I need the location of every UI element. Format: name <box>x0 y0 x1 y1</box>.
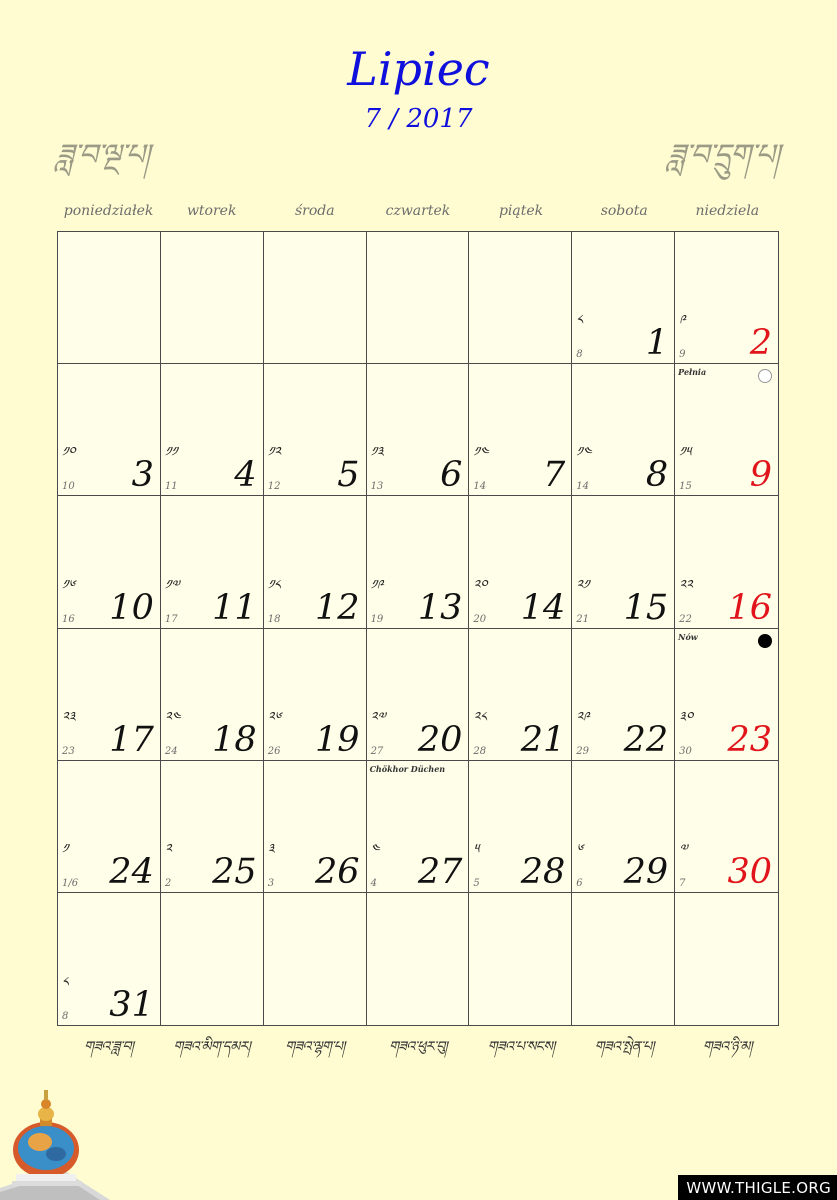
weekday-label: wtorek <box>186 203 237 219</box>
day-number: 23 <box>727 719 772 760</box>
day-number: 14 <box>520 587 566 628</box>
tibetan-day-number: ༡༦ <box>62 577 76 593</box>
tibetan-day-number: ༡༩ <box>370 577 384 593</box>
day-number: 16 <box>727 587 772 628</box>
tibetan-day-number: ༩ <box>679 313 686 329</box>
day-cell <box>264 364 367 496</box>
day-number: 11 <box>212 587 257 628</box>
day-number: 4 <box>234 455 257 496</box>
lunar-day-number: 15 <box>679 481 692 493</box>
lunar-day-number: 4 <box>370 877 377 889</box>
weekday-label: sobota <box>600 203 648 219</box>
tibetan-day-number: ༡༤ <box>576 445 592 461</box>
day-cell <box>469 364 572 496</box>
tibetan-day-number: ༢༠ <box>473 577 488 593</box>
event-label: Pełnia <box>678 367 707 378</box>
day-cell <box>161 761 264 893</box>
day-number: 3 <box>131 455 154 496</box>
tibetan-day-number: ༢༩ <box>576 709 590 725</box>
day-cell <box>58 364 161 496</box>
lunar-day-number: 8 <box>576 349 583 361</box>
weekday-label: czwartek <box>385 203 451 219</box>
tibetan-day-number: ༡༠ <box>62 445 76 461</box>
day-cell <box>675 761 778 893</box>
day-cell <box>264 232 367 364</box>
event-label: Nów <box>678 631 698 642</box>
day-cell <box>264 496 367 628</box>
day-number: 8 <box>645 455 669 496</box>
day-number: 19 <box>315 719 360 760</box>
day-number: 25 <box>212 851 257 892</box>
day-cell <box>58 232 161 364</box>
tibetan-day-number: ༡༢ <box>267 445 281 461</box>
day-number: 28 <box>520 851 566 892</box>
tibetan-day-number: ༡༣ <box>370 445 384 461</box>
tibetan-day-number: ༢༡ <box>576 577 590 593</box>
tibetan-day-number: ༡༤ <box>473 445 489 461</box>
day-number: 6 <box>440 455 463 496</box>
month-subtitle: 7 / 2017 <box>364 104 473 134</box>
tibetan-weekday-row <box>57 1030 779 1060</box>
website-watermark: WWW.THIGLE.ORG <box>678 1175 837 1200</box>
lunar-day-number: 14 <box>473 481 487 493</box>
lunar-day-number: 21 <box>576 613 590 625</box>
lunar-day-number: 29 <box>576 745 590 757</box>
day-number: 21 <box>520 719 566 760</box>
weekday-label: poniedziałek <box>63 203 154 219</box>
lunar-day-number: 27 <box>370 745 384 757</box>
lunar-day-number: 23 <box>62 745 75 757</box>
tibetan-day-number: ༢༨ <box>473 709 487 725</box>
weekday-header-row <box>57 203 779 223</box>
lunar-day-number: 24 <box>164 745 178 757</box>
day-cell <box>367 496 470 628</box>
day-cell <box>572 761 675 893</box>
tibetan-day-number: ༨ <box>576 313 583 329</box>
day-cell <box>367 761 470 893</box>
tibetan-day-number: ༢༣ <box>62 709 76 725</box>
day-number: 5 <box>337 455 360 496</box>
tibetan-day-number: ༧ <box>679 841 688 857</box>
tibetan-day-number: ༢༤ <box>164 709 181 725</box>
lunar-day-number: 26 <box>267 745 281 757</box>
day-number: 18 <box>212 719 257 760</box>
tibetan-day-number: ༡༥ <box>679 445 692 461</box>
day-number: 10 <box>109 587 154 628</box>
weekday-label: środa <box>295 203 335 219</box>
lunar-day-number: 12 <box>267 481 281 493</box>
tibetan-weekday-label: གཟའ་མིག་དམར། <box>173 1039 251 1055</box>
day-cell <box>58 893 161 1025</box>
day-cell <box>675 364 778 496</box>
day-cell <box>161 496 264 628</box>
lunar-day-number: 13 <box>370 481 384 493</box>
day-cell <box>572 629 675 761</box>
day-number: 22 <box>623 719 669 760</box>
full-moon-icon <box>758 369 772 383</box>
calendar-grid <box>57 231 779 1026</box>
day-cell <box>675 232 778 364</box>
day-cell <box>675 629 778 761</box>
day-cell <box>469 232 572 364</box>
tibetan-weekday-label: གཟའ་སྤེན་པ། <box>594 1039 654 1055</box>
lunar-day-number: 20 <box>473 613 487 625</box>
tibetan-day-number: ༡ <box>62 841 69 857</box>
tibetan-day-number: ༡༧ <box>164 577 180 593</box>
lunar-day-number: 28 <box>473 745 487 757</box>
lunar-day-number: 2 <box>164 877 172 889</box>
weekday-label: piątek <box>498 203 544 219</box>
lunar-day-number: 22 <box>679 613 692 625</box>
event-label: Chökhor Düchen <box>369 763 446 774</box>
lunar-day-number: 11 <box>164 481 178 493</box>
day-cell <box>161 629 264 761</box>
day-number: 7 <box>543 455 566 496</box>
tibetan-day-number: ༣ <box>267 841 275 857</box>
lunar-day-number: 8 <box>62 1011 69 1022</box>
lunar-day-number: 18 <box>267 613 281 625</box>
tibetan-day-number: ༢༧ <box>370 709 386 725</box>
day-cell <box>572 364 675 496</box>
day-cell <box>58 629 161 761</box>
new-moon-icon <box>758 634 772 648</box>
lunar-day-number: 30 <box>679 745 692 757</box>
tibetan-day-number: ༨ <box>62 975 69 990</box>
day-number: 1 <box>645 323 669 364</box>
day-cell <box>264 629 367 761</box>
tibetan-day-number: ༦ <box>576 841 583 857</box>
day-number: 24 <box>109 851 154 892</box>
tibetan-month-left: ཟླ་བ་ལྔ་པ། <box>56 138 150 173</box>
tibetan-day-number: ༢༦ <box>267 709 282 725</box>
tibetan-day-number: ༥ <box>473 841 480 857</box>
lunar-day-number: 7 <box>679 877 686 889</box>
day-number: 31 <box>109 985 154 1025</box>
weekday-label: niedziela <box>695 203 760 219</box>
lunar-day-number: 5 <box>473 877 480 889</box>
lunar-day-number: 10 <box>62 481 75 493</box>
day-cell <box>367 629 470 761</box>
day-cell <box>367 893 470 1025</box>
day-number: 13 <box>417 587 463 628</box>
day-cell <box>469 629 572 761</box>
day-cell <box>675 893 778 1025</box>
tibetan-day-number: ༡༨ <box>267 577 281 593</box>
day-cell <box>675 496 778 628</box>
day-cell <box>469 496 572 628</box>
day-number: 20 <box>417 719 463 760</box>
day-cell <box>367 232 470 364</box>
tibetan-weekday-label: གཟའ་ལྷག་པ། <box>285 1039 345 1055</box>
lunar-day-number: 9 <box>679 349 686 361</box>
day-cell <box>58 496 161 628</box>
day-number: 2 <box>749 323 772 364</box>
day-cell <box>572 232 675 364</box>
tibetan-month-right: ཟླ་བ་དྲུག་པ། <box>667 138 779 173</box>
day-cell <box>469 893 572 1025</box>
lunar-day-number: 1/6 <box>62 877 79 889</box>
day-cell <box>58 761 161 893</box>
day-cell <box>161 232 264 364</box>
tibetan-day-number: ༡༡ <box>164 445 178 461</box>
tibetan-weekday-label: གཟའ་ཕུར་བུ། <box>388 1039 448 1055</box>
month-title: Lipiec <box>347 42 490 96</box>
day-cell <box>367 364 470 496</box>
tibetan-day-number: ༢༢ <box>679 577 693 593</box>
day-number: 17 <box>109 719 154 760</box>
stupa-ornament-icon <box>0 1088 110 1200</box>
day-number: 9 <box>749 455 772 496</box>
day-number: 15 <box>623 587 669 628</box>
tibetan-day-number: ༣༠ <box>679 709 693 725</box>
lunar-day-number: 14 <box>576 481 590 493</box>
day-cell <box>469 761 572 893</box>
day-number: 30 <box>727 851 772 892</box>
tibetan-weekday-label: གཟའ་པ་སངས། <box>487 1039 555 1055</box>
day-number: 27 <box>417 851 463 892</box>
lunar-day-number: 6 <box>576 877 583 889</box>
day-cell <box>572 893 675 1025</box>
tibetan-day-number: ༢ <box>164 841 172 857</box>
tibetan-weekday-label: གཟའ་ཟླ་བ། <box>83 1039 134 1055</box>
lunar-day-number: 16 <box>62 613 75 625</box>
lunar-day-number: 19 <box>370 613 384 625</box>
day-number: 12 <box>315 587 360 628</box>
day-cell <box>572 496 675 628</box>
lunar-day-number: 17 <box>164 613 178 625</box>
day-cell <box>161 364 264 496</box>
lunar-day-number: 3 <box>267 877 275 889</box>
day-cell <box>161 893 264 1025</box>
tibetan-day-number: ༤ <box>370 841 380 857</box>
day-cell <box>264 761 367 893</box>
day-number: 29 <box>623 851 669 892</box>
day-number: 26 <box>315 851 360 892</box>
day-cell <box>264 893 367 1025</box>
tibetan-weekday-label: གཟའ་ཉི་མ། <box>702 1039 752 1055</box>
